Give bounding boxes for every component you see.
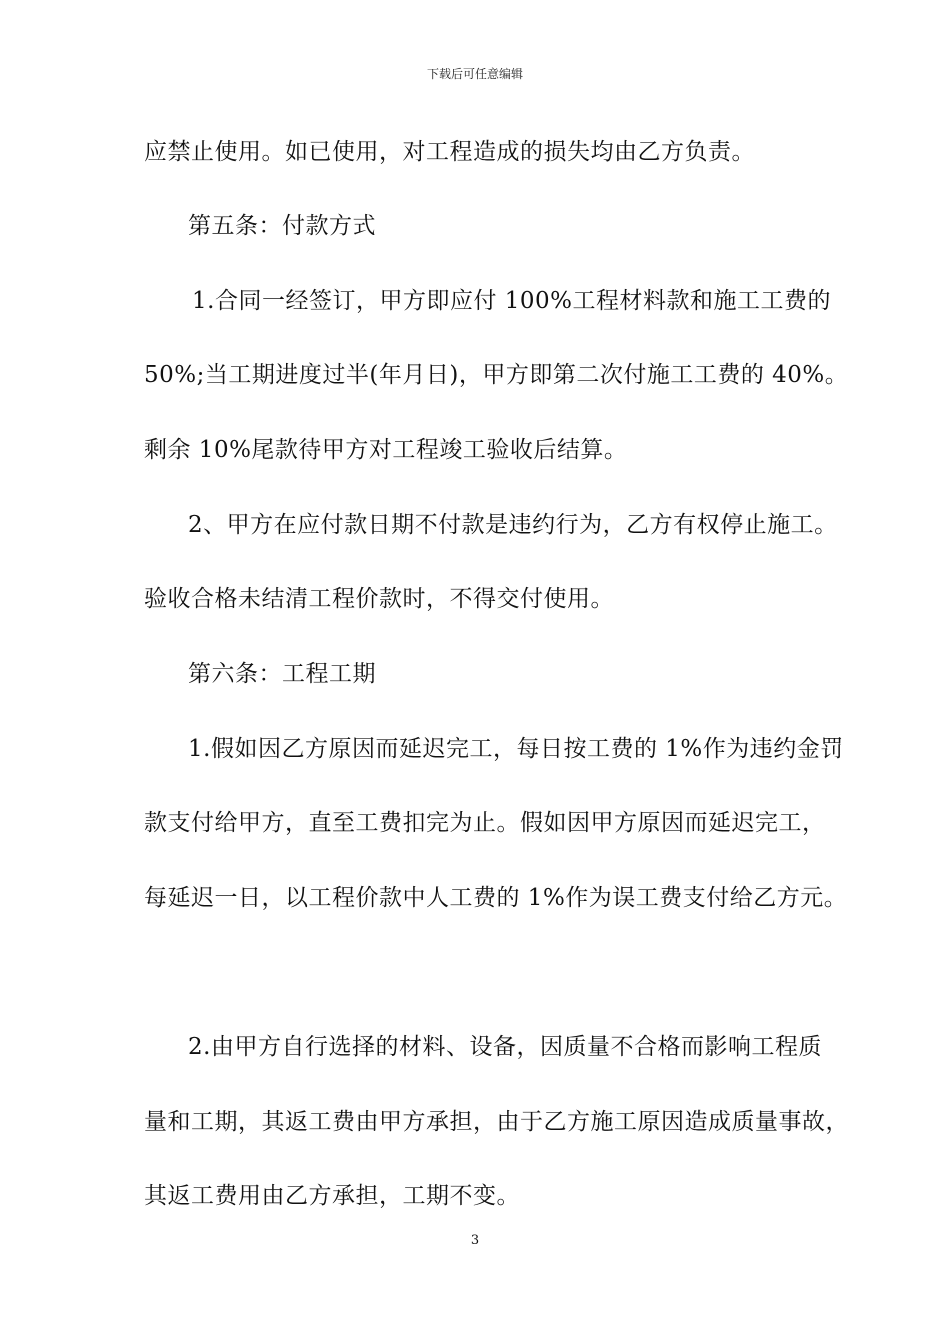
page-header: 下载后可任意编辑: [426, 67, 523, 81]
paragraph-line: 其返工费用由乙方承担，工期不变。: [144, 1183, 520, 1209]
paragraph-line: 每延迟一日，以工程价款中人工费的 1%作为误工费支付给乙方元。: [144, 885, 848, 911]
paragraph-line: 量和工期，其返工费由甲方承担，由于乙方施工原因造成质量事故，: [144, 1109, 849, 1135]
section-heading-payment: 第五条：付款方式: [188, 213, 376, 239]
section-heading-schedule: 第六条：工程工期: [188, 661, 376, 687]
paragraph-line: 剩余 10%尾款待甲方对工程竣工验收后结算。: [144, 437, 628, 463]
paragraph-line: 2、甲方在应付款日期不付款是违约行为，乙方有权停止施工。: [188, 512, 838, 538]
paragraph-line: 应禁止使用。如已使用，对工程造成的损失均由乙方负责。: [144, 139, 755, 165]
paragraph-line: 1.合同一经签订，甲方即应付 100%工程材料款和施工工费的: [192, 288, 832, 314]
paragraph-line: 50%;当工期进度过半(年月日)，甲方即第二次付施工工费的 40%。: [144, 362, 849, 388]
paragraph-line: 2.由甲方自行选择的材料、设备，因质量不合格而影响工程质: [188, 1034, 822, 1060]
paragraph-line: 验收合格未结清工程价款时，不得交付使用。: [144, 586, 614, 612]
paragraph-line: 款支付给甲方，直至工费扣完为止。假如因甲方原因而延迟完工，: [144, 810, 826, 836]
page-number: 3: [470, 1233, 480, 1248]
paragraph-line: 1.假如因乙方原因而延迟完工，每日按工费的 1%作为违约金罚: [188, 736, 844, 762]
